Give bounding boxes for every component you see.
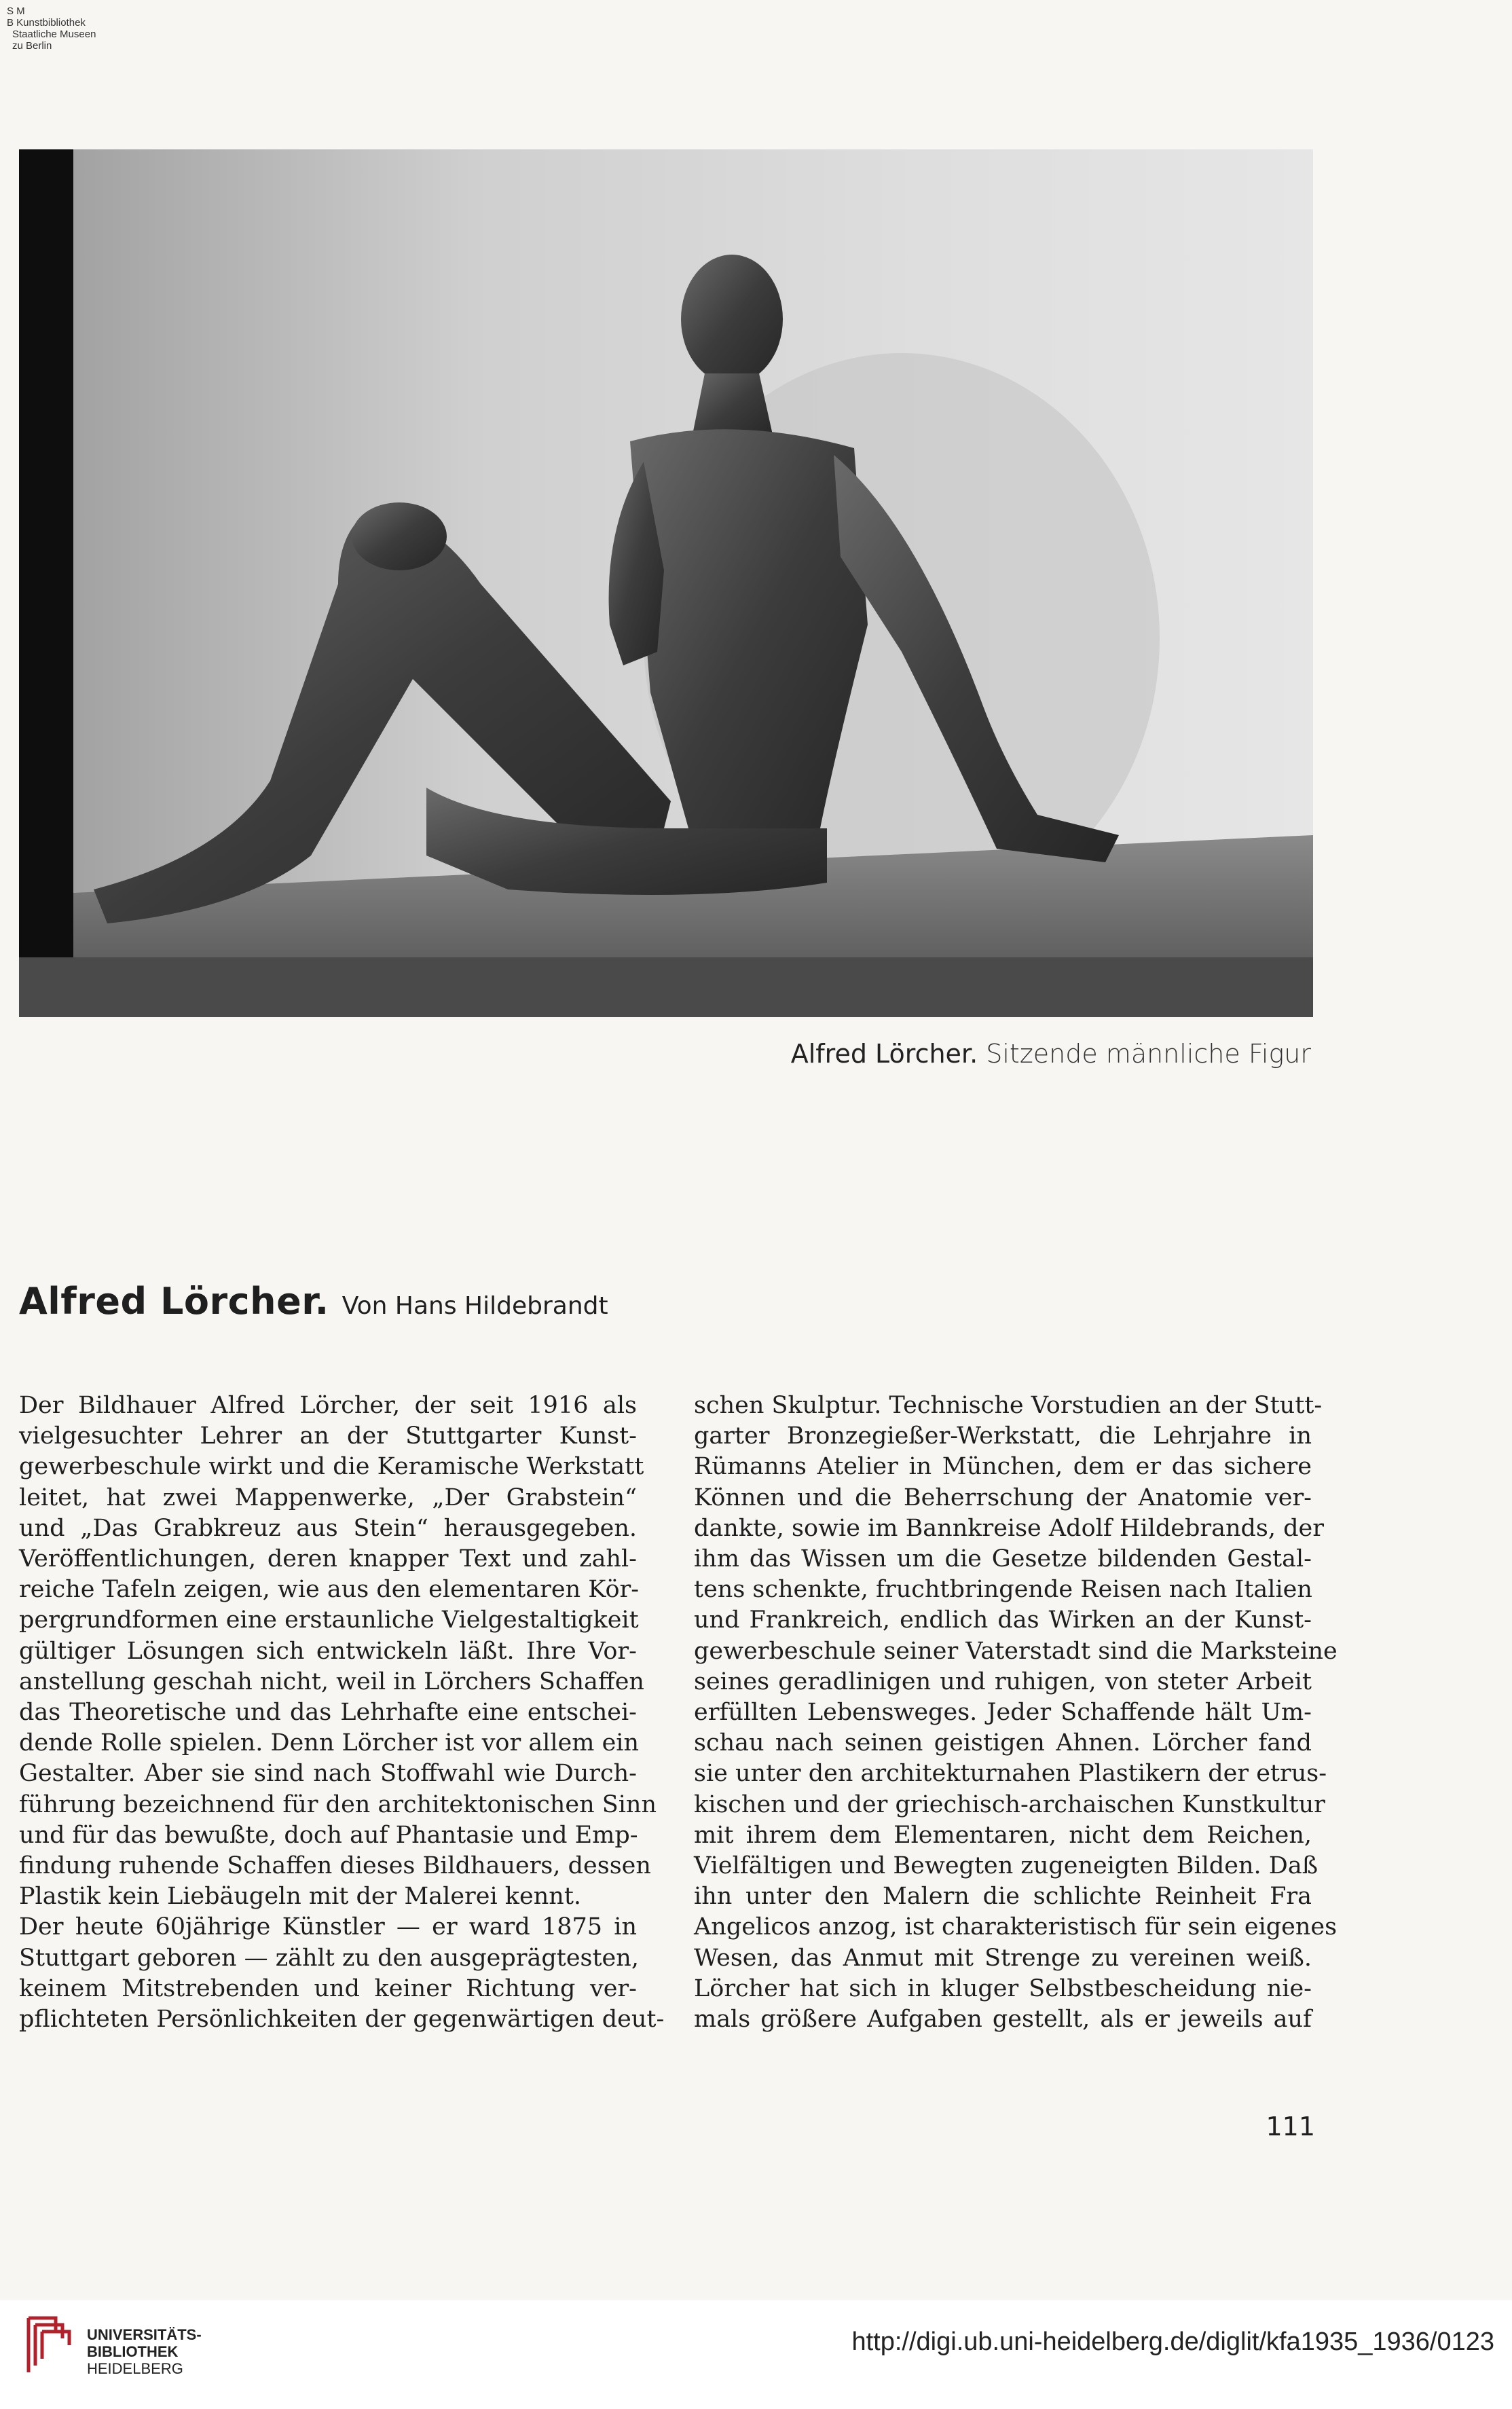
photo-caption — [791, 1039, 1311, 1069]
text-line: Wesen, das Anmut mit Strenge zu vereinen weiß. — [694, 1944, 1312, 1972]
library-name-line: HEIDELBERG — [87, 2360, 183, 2377]
library-name-line: UNIVERSITÄTS- — [87, 2326, 202, 2343]
text-line: das Theoretische und das Lehrhafte eine entschei- — [19, 1699, 637, 1727]
text-line: schen Skulptur. Technische Vorstudien an der Stutt- — [694, 1392, 1323, 1419]
text-line: Gestalter. Aber sie sind nach Stoffwahl wie Durch- — [19, 1760, 637, 1788]
caption-artist: Alfred Lörcher. — [790, 1039, 978, 1069]
text-line: Stuttgart geboren — zählt zu den ausgeprägtesten, — [19, 1944, 639, 1972]
text-line: gültiger Lösungen sich entwickeln läßt. Ihre Vor- — [19, 1637, 637, 1665]
text-line: pergrundformen eine erstaunliche Vielgestaltigkeit — [19, 1606, 639, 1634]
text-line: Der Bildhauer Alfred Lörcher, der seit 1916 als — [19, 1392, 637, 1419]
stamp-line: Staatliche Museen — [12, 29, 96, 40]
article-heading — [19, 1280, 608, 1323]
text-line: findung ruhende Schaffen dieses Bildhauers, dessen — [19, 1852, 651, 1880]
text-line: und Frankreich, endlich das Wirken an der Kunst- — [694, 1606, 1312, 1634]
right-text-column — [694, 1391, 1338, 2035]
text-line: Vielfältigen und Bewegten zugeneigten Bilden. Daß — [694, 1852, 1319, 1880]
text-line: vielgesuchter Lehrer an der Stuttgarter Kunst- — [19, 1422, 637, 1450]
stamp-line: S M — [7, 5, 25, 17]
text-line: Veröffentlichungen, deren knapper Text und zahl- — [19, 1545, 637, 1573]
source-url-link[interactable]: http://digi.ub.uni-heidelberg.de/diglit/kfa1935_1936/0123 — [851, 2328, 1494, 2356]
article-title: Alfred Lörcher. — [19, 1280, 329, 1323]
stamp-line: zu Berlin — [12, 40, 52, 52]
text-line: Können und die Beherrschung der Anatomie ver- — [694, 1484, 1312, 1511]
text-line: gewerbeschule seiner Vaterstadt sind die Marksteine — [694, 1637, 1338, 1665]
sculpture-photo — [19, 149, 1313, 1017]
article-byline: Von Hans Hildebrandt — [342, 1292, 608, 1320]
library-name — [87, 2326, 202, 2377]
text-line: und „Das Grabkreuz aus Stein“ herausgegeben. — [19, 1514, 637, 1542]
digitization-footer — [0, 2300, 1512, 2409]
caption-description: Sitzende männliche Figur — [986, 1039, 1311, 1069]
text-line: leitet, hat zwei Mappenwerke, „Der Grabstein“ — [19, 1484, 637, 1511]
text-line: und für das bewußte, doch auf Phantasie und Emp- — [19, 1821, 638, 1849]
text-line: gewerbeschule wirkt und die Keramische Werkstatt — [19, 1453, 644, 1481]
text-line: kischen und der griechisch-archaischen Kunstkultur — [694, 1790, 1325, 1818]
text-line: anstellung geschah nicht, weil in Lörchers Schaffen — [19, 1668, 644, 1695]
text-line: dankte, sowie im Bannkreise Adolf Hildebrands, der — [694, 1514, 1324, 1542]
text-line: keinem Mitstrebenden und keiner Richtung ver- — [19, 1974, 637, 2002]
text-line: tens schenkte, fruchtbringende Reisen nach Italien — [694, 1576, 1312, 1604]
text-line: dende Rolle spielen. Denn Lörcher ist vor allem ein — [19, 1729, 640, 1757]
text-line: Angelicos anzog, ist charakteristisch für sein eigenes — [694, 1913, 1338, 1941]
text-line: führung bezeichnend für den architektonischen Sinn — [19, 1790, 657, 1818]
library-logo-icon — [15, 2311, 80, 2382]
text-line: reiche Tafeln zeigen, wie aus den elementaren Kör- — [19, 1576, 640, 1604]
text-line: Lörcher hat sich in kluger Selbstbescheidung nie- — [694, 1974, 1312, 2002]
stamp-line: B Kunstbibliothek — [7, 17, 86, 29]
text-line: sie unter den architekturnahen Plastikern der etrus- — [694, 1760, 1327, 1788]
left-text-column — [19, 1391, 665, 2035]
page-number: 111 — [1266, 2112, 1315, 2141]
text-line: Plastik kein Liebäugeln mit der Malerei kennt. — [19, 1883, 582, 1911]
text-line: garter Bronzegießer-Werkstatt, die Lehrjahre in — [694, 1422, 1312, 1450]
text-line: Rümanns Atelier in München, dem er das sichere — [694, 1453, 1312, 1481]
text-line: pflichteten Persönlichkeiten der gegenwärtigen deut- — [19, 2006, 665, 2034]
text-line: schau nach seinen geistigen Ahnen. Lörcher fand — [694, 1729, 1312, 1757]
text-line: ihm das Wissen um die Gesetze bildenden Gestal- — [694, 1545, 1312, 1573]
library-name-line: BIBLIOTHEK — [87, 2343, 179, 2360]
text-line: mit ihrem dem Elementaren, nicht dem Reichen, — [694, 1821, 1312, 1849]
text-line: Der heute 60jährige Künstler — er ward 1875 in — [19, 1913, 637, 1941]
sculpture-image — [19, 149, 1313, 1017]
text-line: ihn unter den Malern die schlichte Reinheit Fra — [694, 1883, 1312, 1911]
library-stamp — [7, 5, 96, 52]
text-line: seines geradlinigen und ruhigen, von steter Arbeit — [694, 1668, 1312, 1695]
text-line: erfüllten Lebensweges. Jeder Schaffende hält Um- — [694, 1699, 1312, 1727]
text-line: mals größere Aufgaben gestellt, als er jeweils auf — [694, 2006, 1312, 2034]
